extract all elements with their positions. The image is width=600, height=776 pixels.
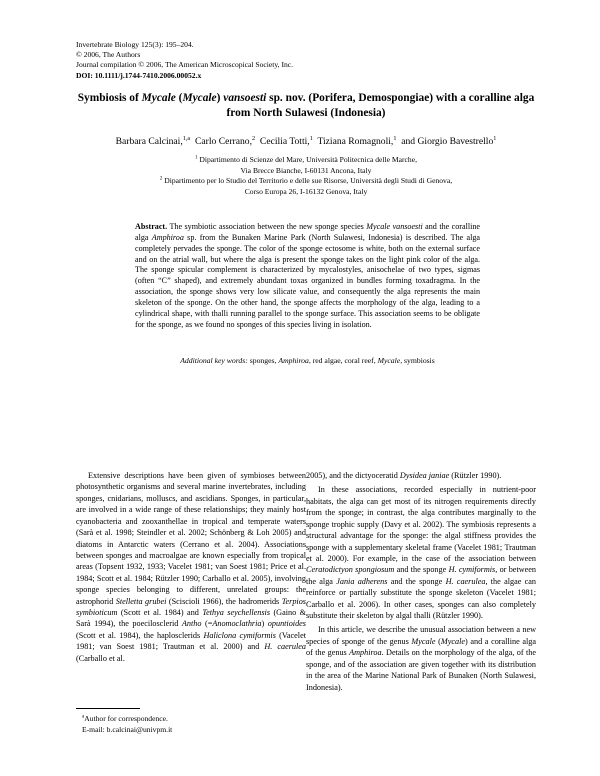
doi[interactable]: DOI: 10.1111/j.1744-7410.2006.00052.x [76,70,202,80]
body-column-left [76,470,306,664]
affiliations [76,155,536,197]
keywords-label: Additional key words: [180,356,248,365]
author-list [76,136,536,148]
author: Tiziana Romagnoli,$^1$ [317,134,397,147]
author: Barbara Calcinai,$^{1,a}$ [115,134,191,147]
keywords: Additional key words: sponges, Amphiroa, red algae, coral reef, Mycale, symbiosis [180,356,435,365]
journal-compilation: Journal compilation © 2006, The American Microscopical Society, Inc. [76,60,294,70]
affiliation-address: Corso Europa 26, I-16132 Genova, Italy [244,186,368,196]
author: Cecilia Totti,$^1$ [259,134,313,147]
paper-title: Symbiosis of Mycale (Mycale) vansoesti sp. nov. (Porifera, Demospongiae) with a coralline alga from North Sulawesi (Indonesia) [77,92,535,119]
copyright-authors: © 2006, The Authors [76,50,141,60]
abstract-label: Abstract. [135,222,168,231]
author: Carlo Cerrano,$^2$ [194,134,256,147]
footnote-divider [76,708,140,709]
affiliation: $^2$ Dipartimento per lo Studio del Territorio e delle sue Risorse, Università degli Studi di Genova, [159,176,453,186]
body-paragraph: Extensive descriptions have been given of symbioses between photosynthetic organisms and several marine invertebrates, including sponges, cnidarians, molluscs, and ascidians. Sponges, in particular, are involved in a wide range of these relationships; they mainly host cyanobacteria and zooxanthellae in tropical and temperate waters (Sarà et al. 1998; Steindler et al. 2002; Schönberg & Loh 2005) and diatoms in Antarctic waters (Cerrano et al. 2004). Associations between sponges and macroalgae are known especially from tropical areas (Topsent 1932, 1933; Vacelet 1981; van Soest 1981; Price et al. 1984; Scott et al. 1984; Rützler 1990; Carballo et al. 2005), involving sponge species belonging to different, unrelated groups: the astrophorid Stelletta grubei (Sciscioli 1966), the hadromerids Terpios symbioticum (Scott et al. 1984) and Tethya seychellensis (Gaino & Sarà 1994), the poecilosclerid Antho (=Anomoclathria) opuntioides (Scott et al. 1984), the haplosclerids Haliclona cymiformis (Vacelet 1981; van Soest 1981; Trautman et al. 2000) and H. caerulea (Carballo et al. [76,471,306,663]
affiliation: $^1$ Dipartimento di Scienze del Mare, Università Politecnica delle Marche, [195,155,417,164]
body-paragraph: In this article, we describe the unusual association between a new species of sponge of the genus Mycale (Mycale) and a coralline alga of the genus Amphiroa. Details on the morphology of the alga, of the sponge, and of the association are given together with its distribution in the area of the Marine National Park of Bunaken (North Sulawesi, Indonesia). [306,625,536,692]
journal-header [76,40,536,81]
footnote-email[interactable]: E-mail: b.calcinai@univpm.it [82,724,173,734]
body-column-right [306,470,536,693]
author: and Giorgio Bavestrello$^1$ [401,134,497,147]
affiliation-address: Via Brecce Bianche, I-60131 Ancona, Italy [240,165,372,175]
body-paragraph: 2005), and the dictyoceratid Dysidea janiae (Rützler 1990). [306,471,502,480]
footnote [76,714,306,735]
body-paragraph: In these associations, recorded especially in nutrient-poor habitats, the alga can get most of its nitrogen requirements directly from the sponge; in contrast, the alga contributes marginally to the sponge trophic supply (Davy et al. 2002). The symbiosis represents a structural advantage for the sponge: the algal stiffness provides the sponge with a supplementary skeletal frame (Vacelet 1981; Trautman et al. 2000). For example, in the case of the association between Ceratodictyon spongiosum and the sponge H. cymiformis, or between the alga Jania adherens and the sponge H. caerulea, the algae can reinforce or partially substitute the sponge skeleton (Vacelet 1981; Carballo et al. 2006). In other cases, sponges can also completely substitute their skeleton by algal thalli (Rützler 1990). [306,485,536,621]
journal-citation: Invertebrate Biology 125(3): 195–204. [76,40,194,49]
footnote-correspondence: $^a$Author for correspondence. [82,714,168,723]
abstract: Abstract. The symbiotic association between the new sponge species Mycale vansoesti and the coralline alga Amphiroa sp. from the Bunaken Marine Park (North Sulawesi, Indonesia) is described. The alga completely pervades the sponge. The color of the sponge ectosome is white, both on the external surface and on the atrial wall, but where the alga is present the sponge takes on the light pink color of the alga. The sponge spicular complement is characterized by mycalostyles, anisochelae of two types, sigmas (often “C” shaped), and extremely abundant toxas organized in bundles forming toxadragma. In the association, the sponge shows very low silicate value, and consequently the alga represents the main skeleton of the sponge. On the other hand, the sponge affects the morphology of the alga, leading to a cylindrical shape, with thalli running parallel to the sponge surface. This association seems to be obligate for the sponge, as we found no sponges of this species living in isolation. [135,222,480,329]
